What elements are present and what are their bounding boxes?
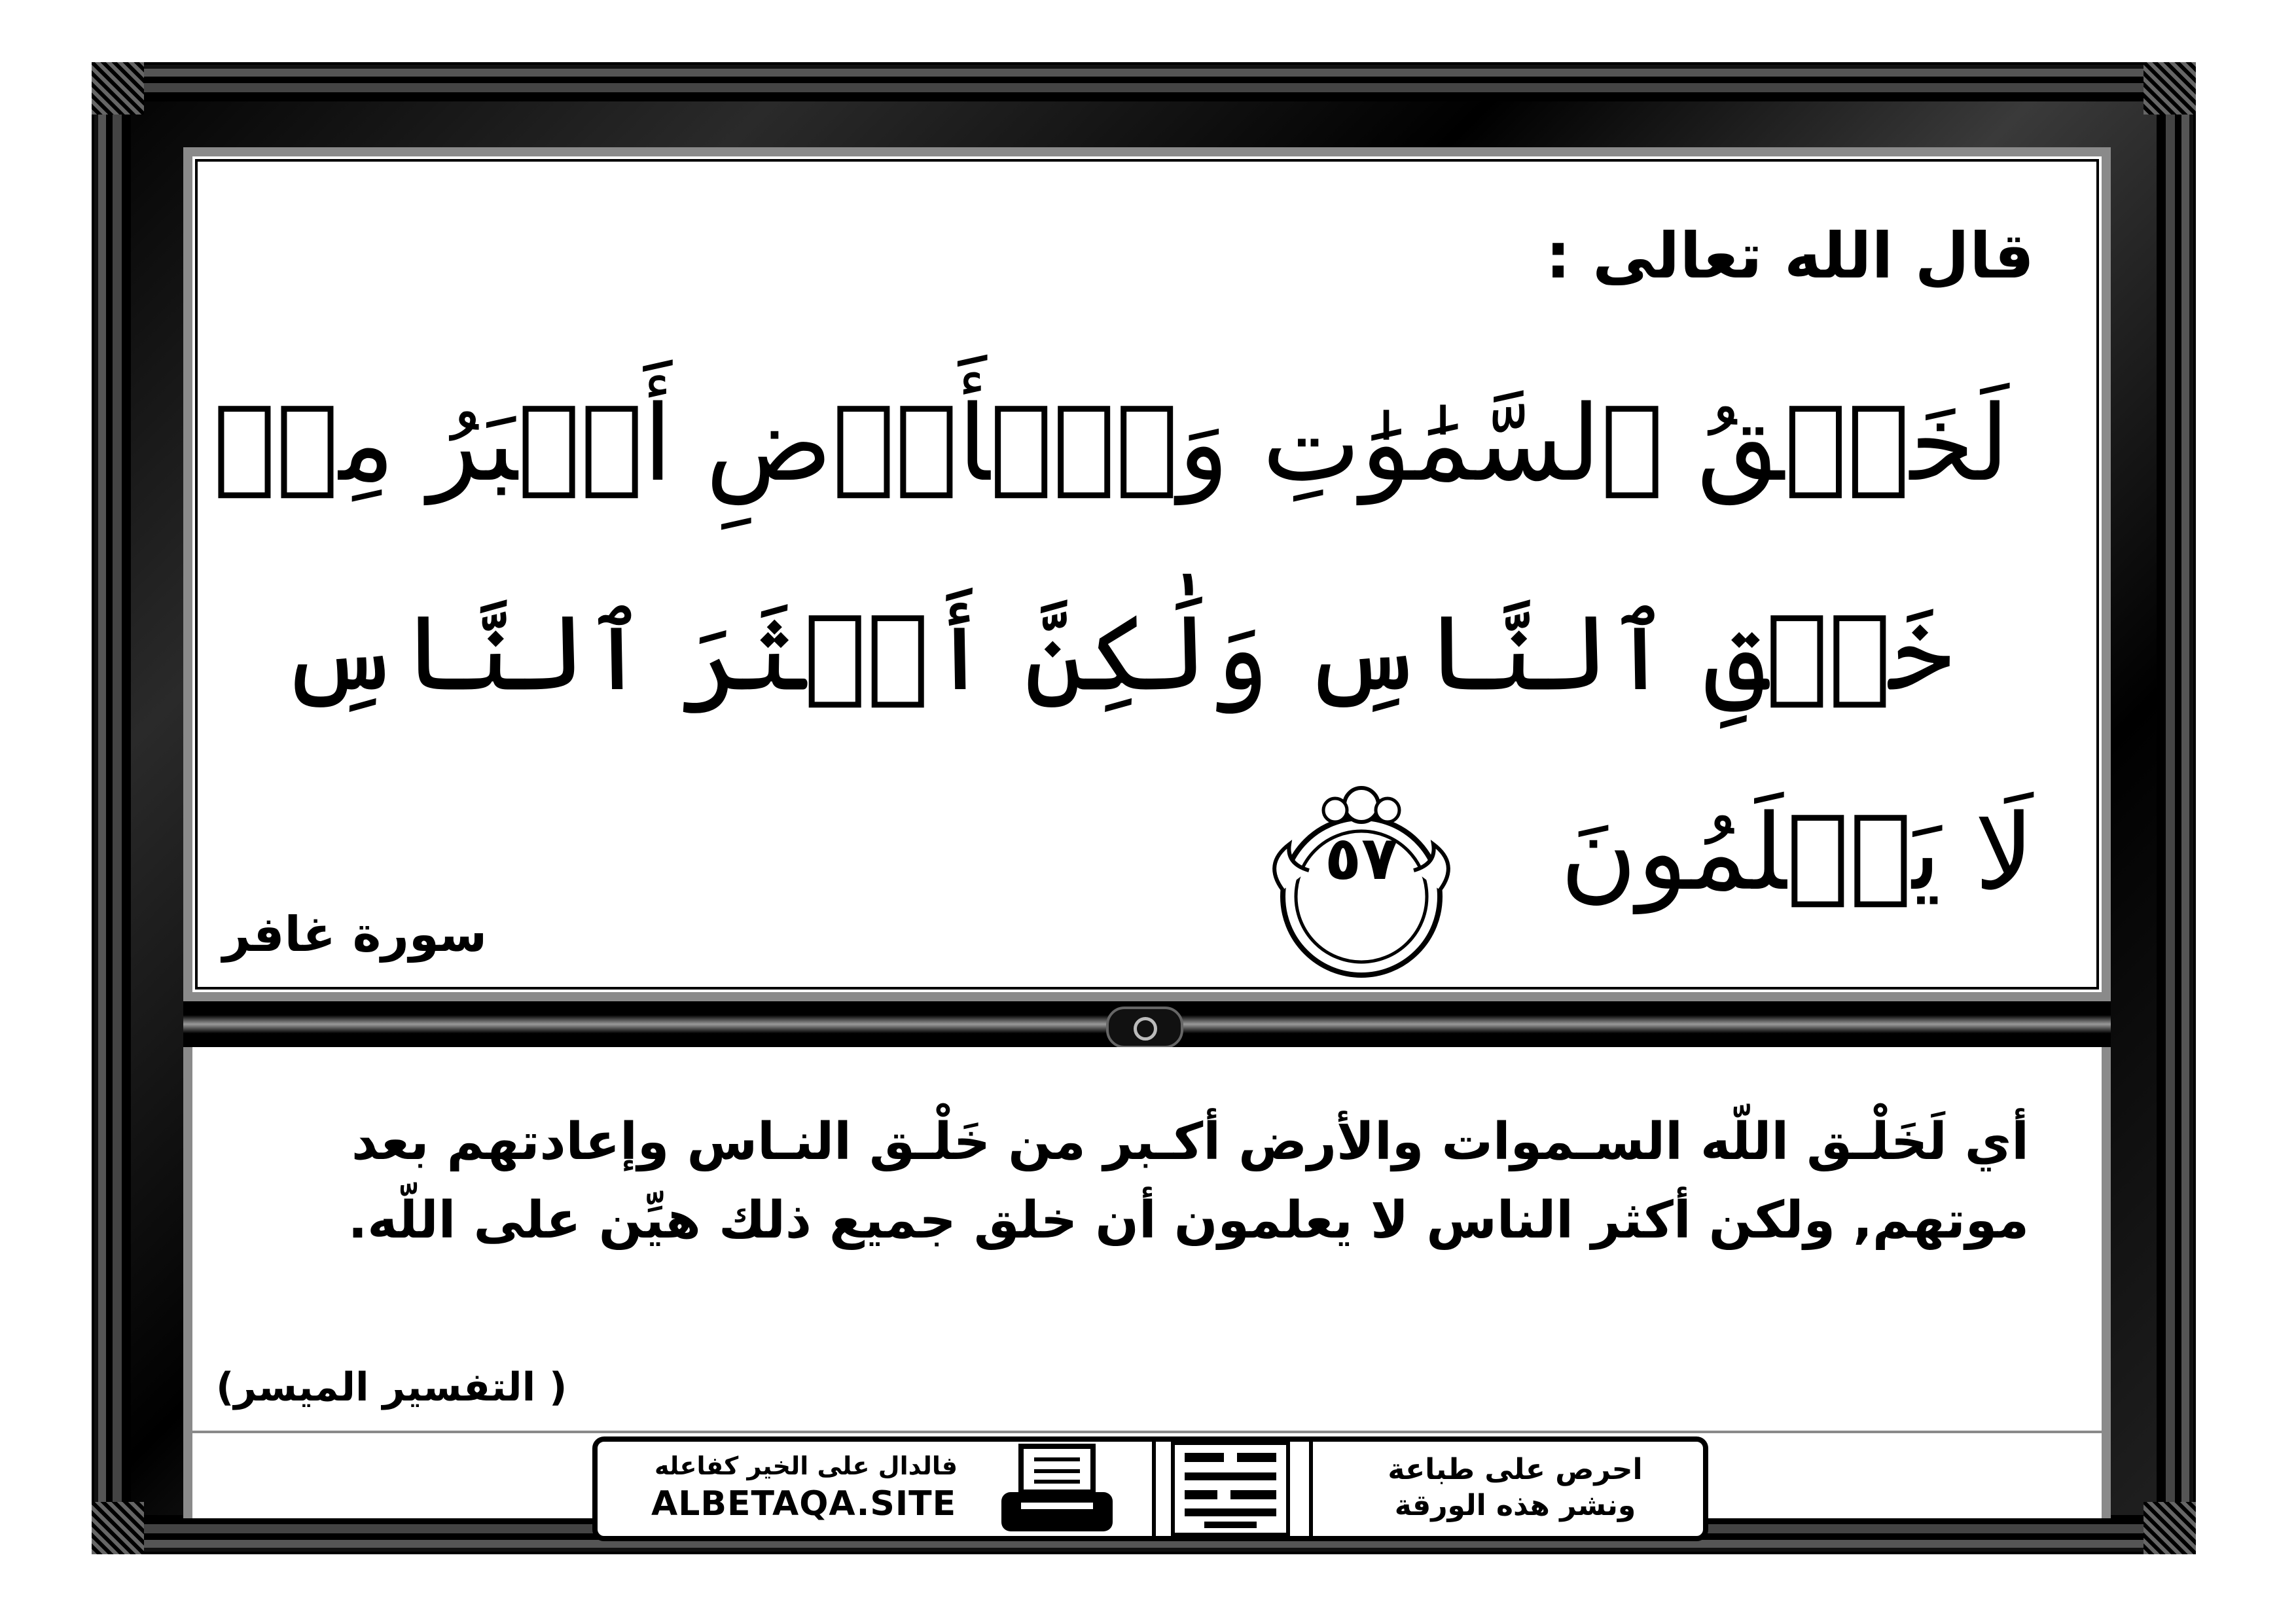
tafsir-source: ( التفسير الميسر) — [216, 1364, 567, 1410]
printer-icon — [992, 1440, 1122, 1538]
intro-heading: قال الله تعالى : — [1545, 219, 2034, 293]
frame-corner — [92, 1502, 144, 1554]
verse-line-3: لَا يَعۡلَمُونَ — [1560, 791, 2034, 914]
verse-line-1: لَخَلۡقُ ٱلسَّمَٰوَٰتِ وَٱلۡأَرۡضِ أَكۡبَرُ مِنۡ — [213, 382, 2009, 505]
footer-separator — [1309, 1440, 1313, 1538]
tafsir-line-2: موتهم, ولكن أكثر الناس لا يعلمون أن خلق جميع ذلك هيِّن على اللّه. — [348, 1191, 2029, 1250]
divider-ornament — [1106, 1007, 1183, 1048]
tafsir-line-1: أي لَخَلْـق اللّه السـموات والأرض أكـبر من خَلْـق النـاس وإعادتهم بعد — [351, 1113, 2029, 1171]
surah-name: سورة غافر — [223, 906, 488, 963]
footer-call-1: احرص على طباعة — [1388, 1453, 1643, 1486]
dawah-logo — [1165, 1436, 1296, 1541]
frame-corner — [2144, 62, 2196, 115]
footer-call-2: ونشر هذه الورقة — [1394, 1489, 1636, 1522]
frame-corner — [2144, 1502, 2196, 1554]
footer-slogan: فالدال على الخير كفاعله — [655, 1452, 958, 1480]
verse-line-2: خَلۡقِ ٱلنَّاسِ وَلَٰكِنَّ أَكۡثَرَ ٱلنَّاسِ — [279, 592, 1953, 714]
footer-separator — [1152, 1440, 1156, 1538]
logo-text: دعوة الورقة — [1230, 1502, 1234, 1503]
ayah-number: ٥٧ — [1324, 823, 1399, 893]
footer-site: ALBETAQA.SITE — [651, 1484, 957, 1524]
frame-corner — [92, 62, 144, 115]
